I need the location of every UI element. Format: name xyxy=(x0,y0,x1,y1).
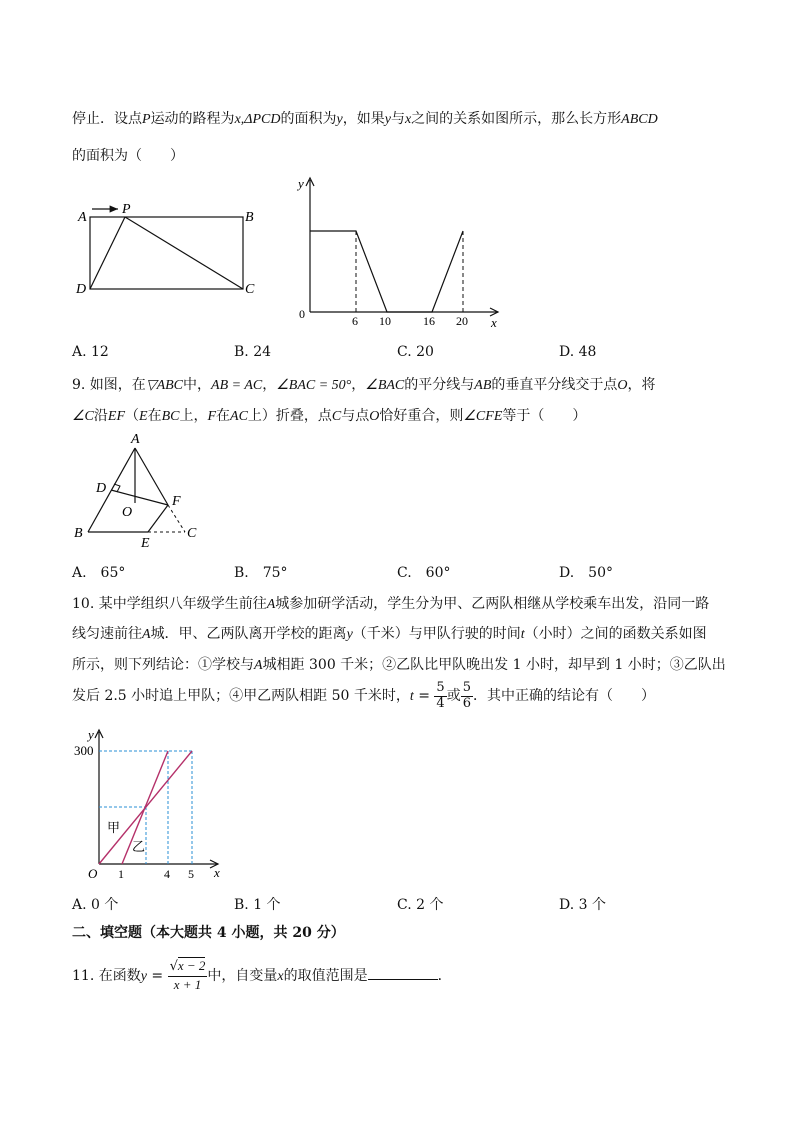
q10-stem-line2: 线匀速前往A城．甲、乙两队离开学校的距离y（千米）与甲队行驶的时间t（小时）之间的函数关系如图 xyxy=(72,626,707,642)
q8-stem-line2: 的面积为（ ） xyxy=(72,148,184,164)
q10-stem-line4: 发后 2.5 小时追上甲队；④甲乙两队相距 50 千米时，t = $\frac{5}{4}$ 或 $\frac{5}{6}$ ．其中正确的结论有（ ） xyxy=(72,680,655,711)
label-p: P xyxy=(122,202,131,217)
q9-option-b[interactable]: B. 75° xyxy=(234,565,288,581)
segment-af xyxy=(135,448,168,505)
q9-option-a[interactable]: A. 65° xyxy=(72,565,126,581)
label-c: C xyxy=(187,526,197,541)
q8-option-d[interactable]: D. 48 xyxy=(559,344,597,360)
sqrt-icon: √ xyxy=(169,959,178,975)
fraction-5-4: $\frac{5}{4}$ xyxy=(436,680,445,711)
y-axis-label: y xyxy=(298,176,304,191)
label-a: A xyxy=(131,432,140,447)
label-e: E xyxy=(141,536,150,551)
tick-16: 16 xyxy=(423,314,435,328)
q8-option-b[interactable]: B. 24 xyxy=(234,344,272,360)
segment-fe xyxy=(148,505,168,532)
tick-10: 10 xyxy=(379,314,391,328)
label-d: D xyxy=(96,481,107,496)
q10-option-c[interactable]: C. 2 个 xyxy=(397,897,444,913)
x-tick-1: 1 xyxy=(118,867,124,881)
x-axis-label: x xyxy=(214,865,220,880)
q10-stem-line3: 所示，则下列结论：①学校与A城相距 300 千米；②乙队比甲队晚出发 1 小时，却早到 1 小时；③乙队出 xyxy=(72,657,726,673)
q10-option-b[interactable]: B. 1 个 xyxy=(234,897,281,913)
fraction-5-6: $\frac{5}{6}$ xyxy=(462,680,471,711)
origin-label: O xyxy=(88,866,98,881)
q8-rectangle-figure xyxy=(70,196,270,306)
q9-stem-line2: ∠C沿EF（E在BC上，F在AC上）折叠，点C与点O恰好重合，则∠CFE等于（ ） xyxy=(72,408,587,424)
function-fraction: $\frac{√x - 2}{x + 1}$ xyxy=(169,958,206,992)
x-tick-4: 4 xyxy=(164,867,170,881)
q9-option-c[interactable]: C. 60° xyxy=(397,565,451,581)
q8-stem-line1: 停止．设点P运动的路程为x,ΔPCD的面积为y，如果y与x之间的关系如图所示，那么长方形ABCD xyxy=(72,111,658,127)
x-axis-label: x xyxy=(491,315,497,330)
label-o: O xyxy=(122,505,133,520)
q11-stem: 11. 在函数y = $\frac{√x - 2}{x + 1}$ 中，自变量x的取值范围是 ． xyxy=(72,958,452,992)
y-axis-label: y xyxy=(88,727,94,742)
segment-do xyxy=(111,490,168,505)
label-f: F xyxy=(172,494,181,509)
label-b: B xyxy=(245,210,254,225)
q8-option-a[interactable]: A. 12 xyxy=(72,344,109,360)
q8-area-graph xyxy=(292,172,512,334)
q9-option-d[interactable]: D. 50° xyxy=(559,565,613,581)
label-d: D xyxy=(76,282,87,297)
answer-blank[interactable] xyxy=(368,965,438,980)
section-title: 二、填空题（本大题共 4 小题，共 20 分） xyxy=(72,925,345,941)
label-a: A xyxy=(78,210,87,225)
segment-pc xyxy=(125,217,243,289)
label-yi: 乙 xyxy=(132,839,146,854)
q9-triangle-figure xyxy=(70,428,210,552)
label-jia: 甲 xyxy=(107,820,121,835)
tick-20: 20 xyxy=(456,314,468,328)
segment-pd xyxy=(90,217,125,289)
q8-option-c[interactable]: C. 20 xyxy=(397,344,434,360)
rectangle-abcd xyxy=(90,217,243,289)
origin-label: 0 xyxy=(299,307,305,321)
tick-6: 6 xyxy=(352,314,358,328)
q10-distance-time-graph xyxy=(70,722,230,882)
x-tick-5: 5 xyxy=(188,867,194,881)
q10-option-d[interactable]: D. 3 个 xyxy=(559,897,606,913)
area-function-line xyxy=(310,231,463,312)
label-c: C xyxy=(245,282,255,297)
label-b: B xyxy=(74,526,83,541)
q9-stem-line1: 9. 如图，在▽ABC中，AB = AC，∠BAC = 50°，∠BAC的平分线与AB的垂直平分线交于点O，将 xyxy=(72,377,656,393)
q10-stem-line1: 10. 某中学组织八年级学生前往A城参加研学活动，学生分为甲、乙两队相继从学校乘车出发，沿同一路 xyxy=(72,596,710,612)
y-tick-300: 300 xyxy=(74,743,94,758)
segment-fc-dashed xyxy=(168,505,185,532)
q10-option-a[interactable]: A. 0 个 xyxy=(72,897,119,913)
